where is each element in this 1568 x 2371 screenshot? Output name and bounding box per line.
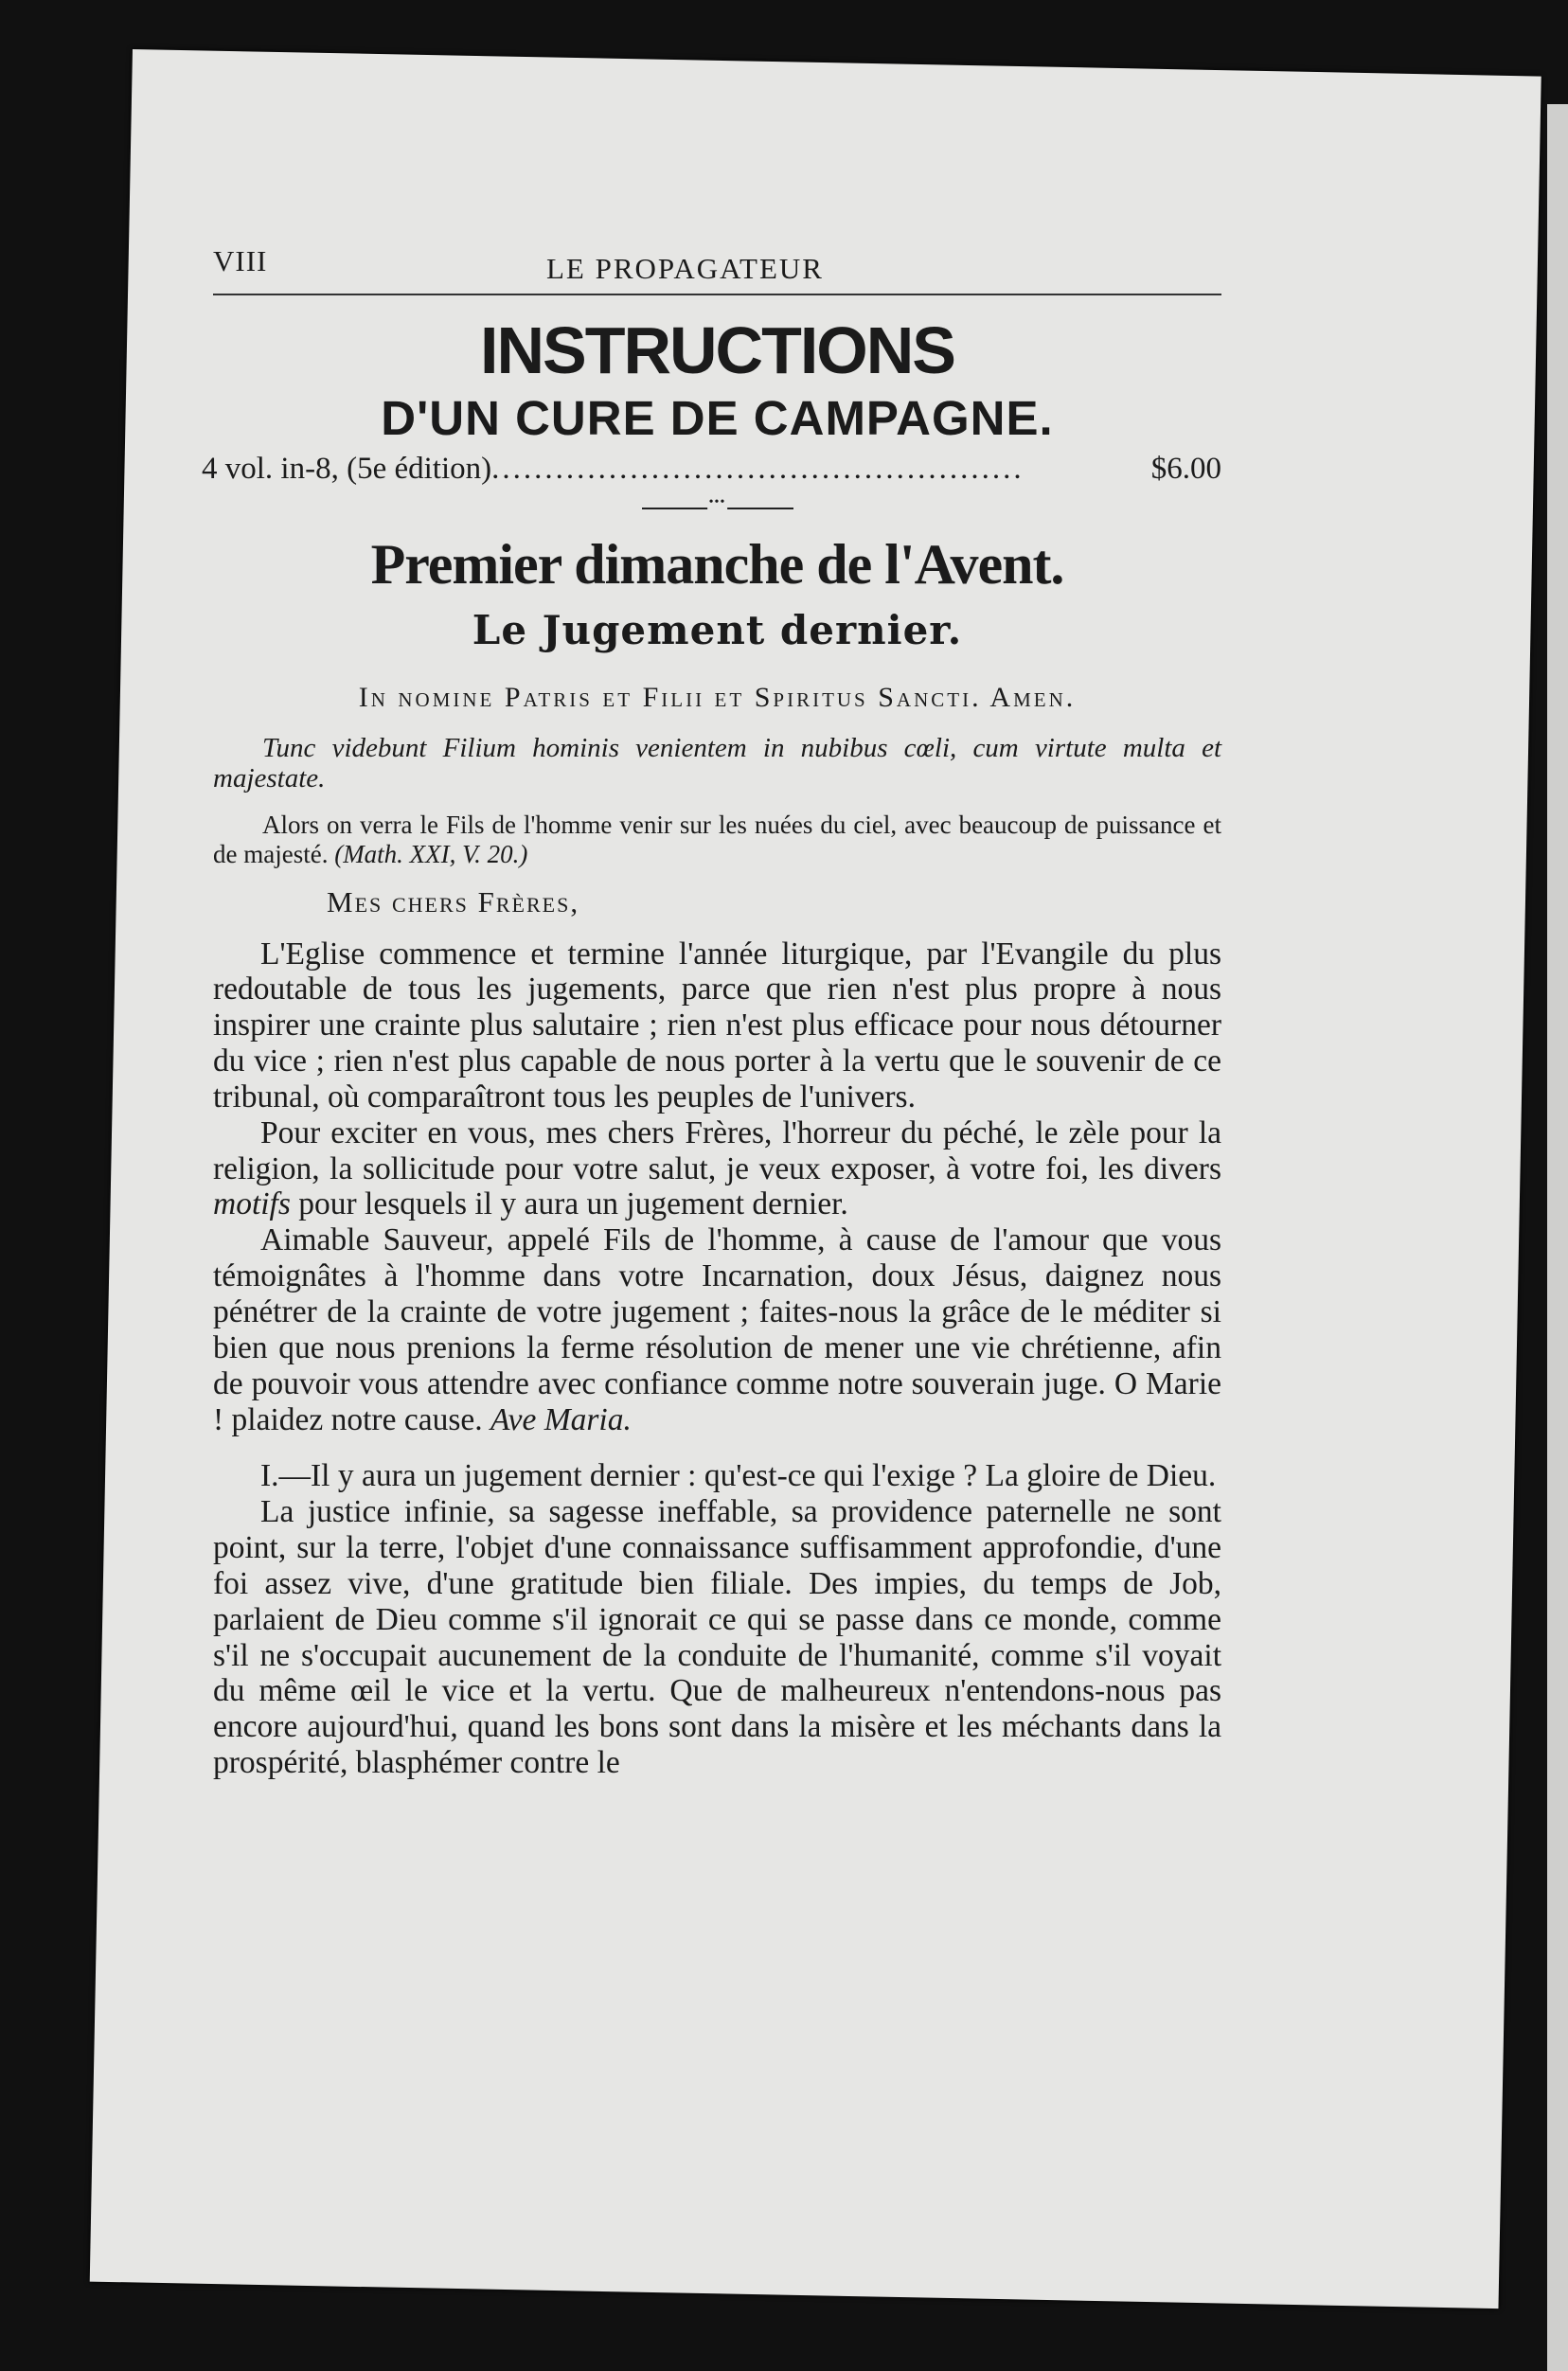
- scripture-reference: (Math. XXI, V. 20.): [334, 840, 528, 869]
- section-separator: [642, 508, 793, 509]
- next-page-edge: [1547, 104, 1568, 2371]
- translation-text: Alors on verra le Fils de l'homme venir sur les nuées du ciel, avec beaucoup de puissance et de majesté.: [213, 811, 1221, 869]
- paragraph-4: I.—Il y aura un jugement dernier : qu'est-ce qui l'exige ? La gloire de Dieu.: [260, 1458, 1217, 1494]
- advert-title: INSTRUCTIONS: [480, 313, 954, 387]
- page-content: [202, 218, 1221, 1781]
- running-header: [213, 218, 1221, 295]
- paragraph-2-emphasis: motifs: [213, 1186, 291, 1222]
- paragraph-1: L'Eglise commence et termine l'année liturgique, par l'Evangile du plus redoutable de tous les jugements, parce que rien n'est plus propre à nous inspirer une crainte plus salutaire ; rien n'est plus efficace pour nous détourner du vice ; rien n'est plus capable de nous porter à la vertu que le souvenir de ce tribunal, où comparaîtront tous les peuples de l'univers.: [213, 936, 1221, 1114]
- running-title: LE PROPAGATEUR: [546, 252, 824, 285]
- leader-dots: ..................................................: [491, 451, 1025, 486]
- advert-price-line: [202, 452, 1221, 487]
- invocation: In nomine Patris et Filii et Spiritus Sancti. Amen.: [358, 681, 1077, 713]
- paragraph-3: [213, 1222, 1221, 1437]
- advert-price: $6.00: [1150, 451, 1221, 486]
- paragraph-2-text: Pour exciter en vous, mes chers Frères, l'horreur du péché, le zèle pour la religion, la sollicitude pour votre salut, je veux exposer, à votre foi, les divers: [213, 1114, 1221, 1186]
- greeting: Mes chers Frères,: [327, 884, 580, 918]
- page-number: VIII: [213, 244, 268, 277]
- latin-verse: Tunc videbunt Filium hominis venientem in nubibus cœli, cum virtute multa et majestate.: [213, 732, 1221, 793]
- sermon-title: Premier dimanche de l'Avent.: [370, 532, 1064, 596]
- paragraph-2: [213, 1115, 1221, 1223]
- advert-edition: 4 vol. in-8, (5e édition): [202, 451, 492, 486]
- paragraph-3-text: Aimable Sauveur, appelé Fils de l'homme, à cause de l'amour que vous témoignâtes à l'homme dans votre Incarnation, doux Jésus, daignez nous pénétrer de la crainte de votre jugement ; faites-nous la grâce de le méditer si bien que nous prenions la ferme résolution de mener une vie chrétienne, afin de pouvoir vous attendre avec confiance comme notre souverain juge. O Marie ! plaidez notre cause.: [213, 1222, 1221, 1437]
- advert-subtitle: D'UN CURE DE CAMPAGNE.: [381, 390, 1054, 445]
- paragraph-2-text-end: pour lesquels il y aura un jugement dernier.: [290, 1186, 848, 1222]
- paragraph-5: La justice infinie, sa sagesse ineffable, sa providence paternelle ne sont point, sur la terre, l'objet d'une connaissance suffisamment approfondie, d'une foi assez vive, d'une gratitude bien filiale. Des impies, du temps de Job, parlaient de Dieu comme s'il ignorait ce qui se passe dans ce monde, comme s'il ne s'occupait aucunement de la conduite de l'humanité, comme s'il voyait du même œil le vice et la vertu. Que de malheureux n'entendons-nous pas encore aujourd'hui, quand les bons sont dans la misère et les méchants dans la prospérité, blasphémer contre le: [213, 1494, 1221, 1781]
- sermon-body: [213, 936, 1221, 1781]
- paragraph-3-emphasis: Ave Maria.: [490, 1401, 632, 1437]
- sermon-subtitle: Le Jugement dernier.: [472, 606, 963, 653]
- verse-translation: [213, 811, 1221, 869]
